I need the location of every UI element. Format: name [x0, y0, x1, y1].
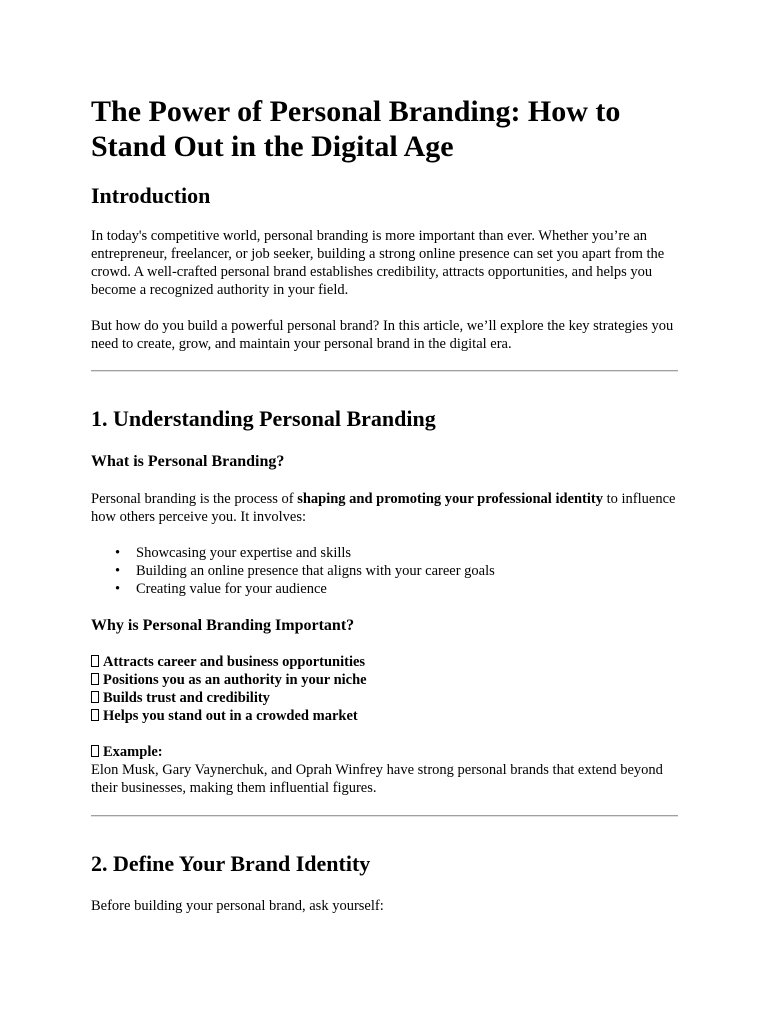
- list-item: [91, 544, 495, 562]
- section-2-intro: Before building your personal brand, ask yourself:: [91, 898, 384, 914]
- example-label-row: [91, 743, 681, 761]
- example-label: Example:: [103, 744, 163, 760]
- what-is-branding-subheading: What is Personal Branding?: [91, 453, 285, 470]
- definition-text-start: Personal branding is the process of: [91, 491, 298, 507]
- missing-glyph-box-icon: [91, 655, 99, 667]
- definition-paragraph: [91, 490, 681, 526]
- example-text: Elon Musk, Gary Vaynerchuk, and Oprah Winfrey have strong personal brands that extend beyond their businesses, making them influential figures.: [91, 762, 663, 796]
- section-divider-2: [91, 815, 678, 817]
- list-item-text: Positions you as an authority in your niche: [103, 672, 367, 688]
- list-item-text: Helps you stand out in a crowded market: [103, 708, 358, 724]
- introduction-heading: Introduction: [91, 183, 211, 208]
- document-title: The Power of Personal Branding: How to Stand Out in the Digital Age: [91, 95, 621, 163]
- definition-bold-text: shaping and promoting your professional identity: [297, 491, 603, 507]
- missing-glyph-box-icon: [91, 691, 99, 703]
- list-item: [91, 562, 495, 580]
- list-item-text: Attracts career and business opportunities: [103, 654, 366, 670]
- section-1-heading: 1. Understanding Personal Branding: [91, 406, 436, 431]
- bullet-icon: •: [115, 563, 121, 579]
- list-item-text: Builds trust and credibility: [103, 690, 270, 706]
- list-item-text: Showcasing your expertise and skills: [136, 545, 352, 561]
- intro-paragraph-2: But how do you build a powerful personal brand? In this article, we’ll explore the key strategies you need to create, grow, and maintain your personal brand in the digital era.: [91, 318, 674, 352]
- list-item-text: Building an online presence that aligns with your career goals: [136, 563, 495, 579]
- why-important-subheading: Why is Personal Branding Important?: [91, 617, 355, 634]
- list-item: [91, 689, 367, 707]
- intro-paragraph-1: In today's competitive world, personal branding is more important than ever. Whether you’re an entrepreneur, freelancer, or job seeker, building a strong online presence can set you apart from the crowd. A well-crafted personal brand establishes credibility, attracts opportunities, and helps you become a recognized authority in your field.: [91, 228, 665, 298]
- missing-glyph-box-icon: [91, 673, 99, 685]
- missing-glyph-box-icon: [91, 709, 99, 721]
- list-item: [91, 653, 367, 671]
- definition-text-end: to influence how others perceive you. It involves:: [91, 491, 676, 525]
- involves-bullet-list: [91, 544, 495, 598]
- list-item: [91, 580, 495, 598]
- list-item: [91, 671, 367, 689]
- list-item-text: Creating value for your audience: [136, 581, 327, 597]
- example-block: [91, 743, 681, 797]
- section-divider-1: [91, 370, 678, 372]
- bullet-icon: •: [115, 581, 121, 597]
- missing-glyph-box-icon: [91, 745, 99, 757]
- section-2-heading: 2. Define Your Brand Identity: [91, 851, 371, 876]
- bullet-icon: •: [115, 545, 121, 561]
- benefits-list: [91, 653, 367, 725]
- list-item: [91, 707, 367, 725]
